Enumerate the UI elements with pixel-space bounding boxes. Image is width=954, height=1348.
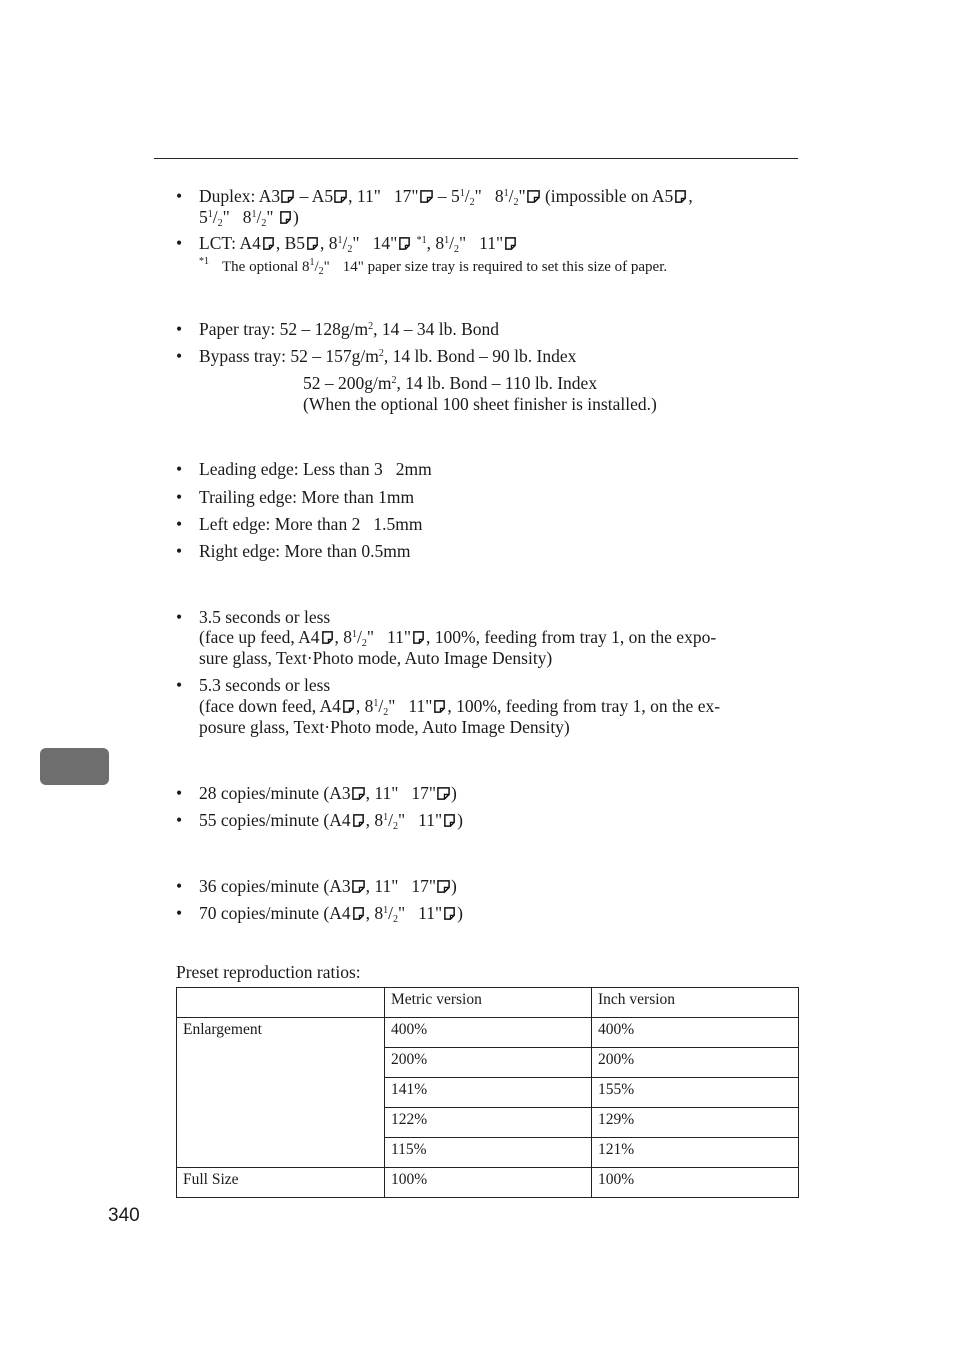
- portrait-paper-icon: [504, 237, 517, 250]
- portrait-paper-icon: [321, 631, 334, 644]
- metric-cell: 400%: [385, 1018, 592, 1048]
- paper-tray-weight: Paper tray: $52 - 128g/m^2$, 14 – 34 lb. Bond: [199, 319, 500, 339]
- portrait-paper-icon: [279, 211, 292, 224]
- landscape-paper-icon: [352, 880, 365, 893]
- page-number: 340: [108, 1205, 140, 1226]
- table-caption: Preset reproduction ratios:: [176, 962, 361, 982]
- portrait-paper-icon: [352, 814, 365, 827]
- first-copy-1: 3.5 seconds or less: [199, 607, 331, 627]
- lct-line: LCT: A4 , B5 , $8^1/_2$" 14" $^{*1}$, $8^1/_2$" 11": [199, 233, 518, 253]
- bullet: •: [176, 514, 183, 534]
- first-copy-2: 5.3 seconds or less: [199, 675, 331, 695]
- bullet: •: [176, 607, 183, 627]
- first-copy-1-detail-2: sure glass, Text·Photo mode, Auto Image Density): [199, 648, 553, 668]
- bullet: •: [176, 876, 183, 896]
- bullet: •: [176, 233, 183, 253]
- inch-cell: 100%: [592, 1168, 799, 1198]
- right-edge: Right edge: More than 0.5mm: [199, 541, 411, 561]
- reproduction-ratio-table: [176, 987, 799, 1198]
- first-copy-2-detail: (face down feed, A4 , $8^1/_2$" 11" , 100%, feeding from tray 1, on the ex-: [199, 696, 721, 718]
- duplex-line: Duplex: A3 – A5 , 11" 17" – $5^1/_2$" $8^1/_2$" (impossible on A5 ,: [199, 186, 693, 208]
- bullet: •: [176, 346, 183, 366]
- leading-edge: Leading edge: Less than 3 2mm: [199, 459, 432, 479]
- metric-cell: 115%: [385, 1138, 592, 1168]
- inch-cell: 121%: [592, 1138, 799, 1168]
- portrait-paper-icon: [674, 190, 687, 203]
- table-row: [177, 1018, 799, 1048]
- bypass-tray-weight: Bypass tray: $52 - 157g/m^2$, 14 lb. Bond – 90 lb. Index: [199, 346, 577, 366]
- bullet: •: [176, 783, 183, 803]
- first-copy-1-detail: (face up feed, A4 , $8^1/_2$" 11" , 100%, feeding from tray 1, on the expo-: [199, 627, 717, 649]
- portrait-paper-icon: [443, 814, 456, 827]
- trailing-edge: Trailing edge: More than 1mm: [199, 487, 415, 507]
- portrait-paper-icon: [398, 237, 411, 250]
- table-row: [177, 1168, 799, 1198]
- first-copy-2-detail-2: posure glass, Text·Photo mode, Auto Image Density): [199, 717, 570, 737]
- header-rule: [154, 158, 798, 159]
- header-cell: Inch version: [592, 988, 799, 1018]
- speed-a3-2: 36 copies/minute (A3 , 11" 17" ): [199, 876, 457, 896]
- bypass-tray-weight-finisher: $52 - 200g/m^2$, 14 lb. Bond – 110 lb. Index: [303, 373, 598, 393]
- speed-a3: 28 copies/minute (A3 , 11" 17" ): [199, 783, 457, 803]
- bullet: •: [176, 541, 183, 561]
- header-cell: [177, 988, 385, 1018]
- portrait-paper-icon: [342, 700, 355, 713]
- metric-cell: 122%: [385, 1108, 592, 1138]
- landscape-paper-icon: [437, 880, 450, 893]
- bullet: •: [176, 487, 183, 507]
- bullet: •: [176, 903, 183, 923]
- bullet: •: [176, 810, 183, 830]
- landscape-paper-icon: [420, 190, 433, 203]
- footnote-text: The optional $8^1/_2$" 14" paper size tray is required to set this size of paper.: [222, 257, 668, 277]
- landscape-paper-icon: [352, 787, 365, 800]
- landscape-paper-icon: [334, 190, 347, 203]
- inch-cell: 200%: [592, 1048, 799, 1078]
- full-size-label: Full Size: [177, 1168, 385, 1198]
- footnote-mark: *1: [199, 256, 209, 267]
- portrait-paper-icon: [433, 700, 446, 713]
- inch-cell: 129%: [592, 1108, 799, 1138]
- landscape-paper-icon: [281, 190, 294, 203]
- bullet: •: [176, 675, 183, 695]
- metric-cell: 100%: [385, 1168, 592, 1198]
- inch-cell: 155%: [592, 1078, 799, 1108]
- bullet: •: [176, 319, 183, 339]
- portrait-paper-icon: [262, 237, 275, 250]
- enlargement-label: Enlargement: [177, 1018, 385, 1168]
- metric-cell: 141%: [385, 1078, 592, 1108]
- speed-a4-2: 70 copies/minute (A4 , $8^1/_2$" 11" ): [199, 903, 463, 925]
- portrait-paper-icon: [443, 907, 456, 920]
- duplex-line-2: $5^1/_2$" $8^1/_2$" ): [199, 207, 299, 229]
- bullet: •: [176, 459, 183, 479]
- landscape-paper-icon: [527, 190, 540, 203]
- chapter-tab: [40, 748, 109, 785]
- header-cell: Metric version: [385, 988, 592, 1018]
- portrait-paper-icon: [412, 631, 425, 644]
- portrait-paper-icon: [352, 907, 365, 920]
- left-edge: Left edge: More than 2 1.5mm: [199, 514, 423, 534]
- landscape-paper-icon: [437, 787, 450, 800]
- table-header-row: [177, 988, 799, 1018]
- portrait-paper-icon: [306, 237, 319, 250]
- inch-cell: 400%: [592, 1018, 799, 1048]
- bullet: •: [176, 186, 183, 206]
- finisher-note: (When the optional 100 sheet finisher is installed.): [303, 394, 657, 414]
- speed-a4: 55 copies/minute (A4 , $8^1/_2$" 11" ): [199, 810, 463, 832]
- metric-cell: 200%: [385, 1048, 592, 1078]
